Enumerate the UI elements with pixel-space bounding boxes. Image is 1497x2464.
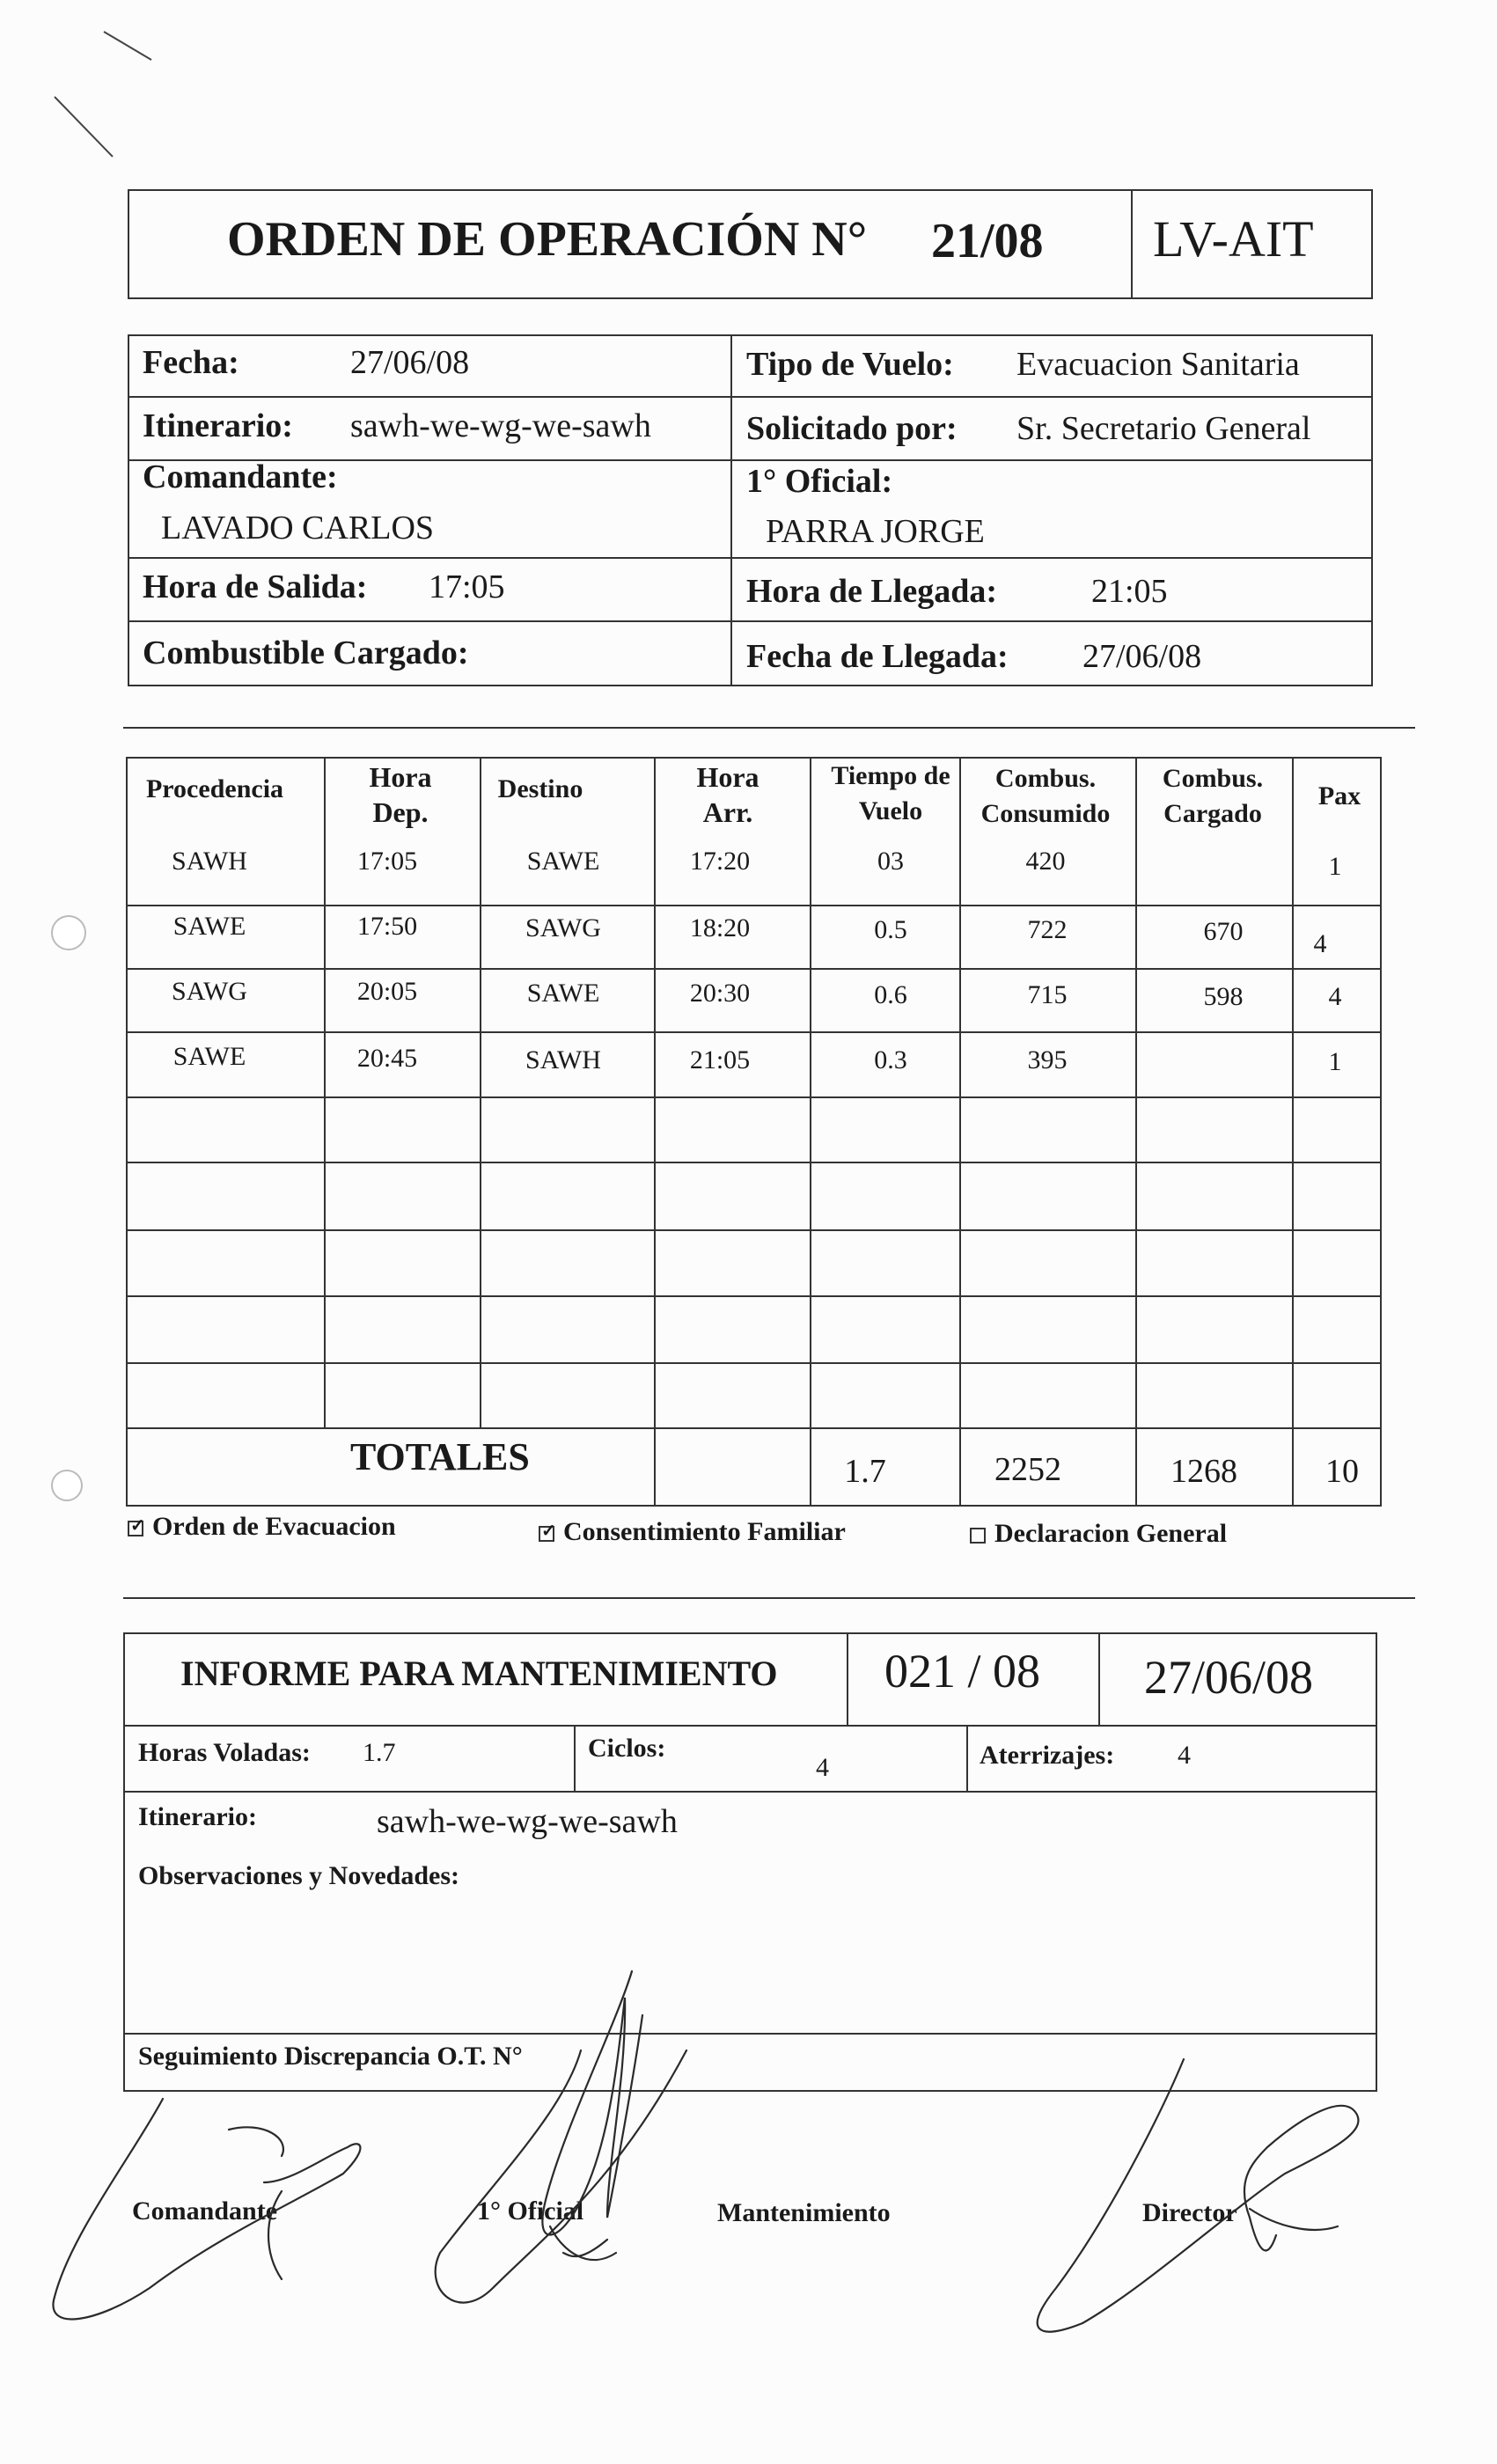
order-title: ORDEN DE OPERACIÓN N°: [227, 212, 868, 267]
combustible-cargado-label: Combustible Cargado:: [143, 634, 469, 671]
cell-destino: SAWE: [526, 847, 600, 876]
total-consumido: 2252: [994, 1451, 1061, 1488]
total-cargado: 1268: [1170, 1453, 1237, 1490]
cell-consumido: 420: [1025, 847, 1066, 876]
header-pax: Pax: [1317, 781, 1361, 810]
header-hora-arr-1: Hora: [696, 761, 760, 793]
horas-voladas-value: 1.7: [363, 1738, 396, 1767]
observaciones-label: Observaciones y Novedades:: [138, 1861, 459, 1890]
cell-procedencia: SAWE: [172, 1042, 246, 1071]
cell-hora-dep: 17:50: [356, 912, 418, 941]
cell-pax: 4: [1328, 982, 1342, 1011]
cell-consumido: 722: [1027, 915, 1068, 944]
cell-destino: SAWG: [525, 913, 601, 942]
signature-label-oficial: 1° Oficial: [477, 2196, 584, 2226]
checkmark-icon: ✓: [130, 1516, 145, 1536]
header-hora-arr-2: Arr.: [702, 796, 753, 828]
horas-voladas-label: Horas Voladas:: [138, 1738, 311, 1767]
total-tiempo: 1.7: [844, 1453, 886, 1490]
cell-hora-arr: 21:05: [689, 1045, 751, 1074]
maintenance-date: 27/06/08: [1144, 1651, 1314, 1704]
oficial-label: 1° Oficial:: [746, 463, 893, 500]
fecha-label: Fecha:: [143, 344, 239, 381]
signature-comandante: [53, 2099, 360, 2319]
maintenance-itinerario-label: Itinerario:: [138, 1802, 257, 1831]
cell-pax: 1: [1328, 852, 1342, 881]
cell-tiempo: 03: [877, 847, 904, 876]
aterrizajes-value: 4: [1178, 1741, 1191, 1770]
maintenance-number: 021 / 08: [884, 1645, 1041, 1698]
checkbox-orden-evacuacion[interactable]: ✓ Orden de Evacuacion: [128, 1512, 396, 1542]
cell-tiempo: 0.6: [874, 980, 907, 1009]
hora-salida-label: Hora de Salida:: [143, 568, 368, 605]
checkbox-consentimiento-familiar[interactable]: ✓ Consentimiento Familiar: [539, 1517, 846, 1547]
tipo-vuelo-value: Evacuacion Sanitaria: [1016, 346, 1300, 383]
signature-oficial: [436, 1971, 686, 2303]
cell-pax: 1: [1328, 1047, 1342, 1076]
header-hora-dep-2: Dep.: [372, 796, 429, 828]
cell-destino: SAWH: [525, 1045, 601, 1074]
cell-pax: 4: [1313, 929, 1327, 958]
header-tiempo-2: Vuelo: [858, 796, 923, 825]
signature-label-director: Director: [1142, 2198, 1237, 2227]
hora-llegada-label: Hora de Llegada:: [746, 573, 997, 610]
aterrizajes-label: Aterrizajes:: [980, 1741, 1115, 1770]
header-procedencia: Procedencia: [145, 774, 284, 803]
cell-destino: SAWE: [526, 979, 600, 1008]
header-consumido-2: Consumido: [980, 799, 1111, 828]
fecha-llegada-value: 27/06/08: [1082, 638, 1202, 675]
totals-label: TOTALES: [350, 1435, 530, 1478]
ciclos-value: 4: [816, 1753, 829, 1782]
itinerario-label: Itinerario:: [143, 407, 293, 444]
cell-cargado: 598: [1203, 982, 1244, 1011]
cell-hora-dep: 20:05: [356, 977, 418, 1006]
ciclos-label: Ciclos:: [588, 1734, 666, 1763]
total-pax: 10: [1325, 1453, 1359, 1490]
header-cargado-2: Cargado: [1163, 799, 1262, 828]
cell-tiempo: 0.3: [874, 1045, 907, 1074]
oficial-value: PARRA JORGE: [766, 513, 985, 550]
cell-procedencia: SAWE: [172, 912, 246, 941]
cell-procedencia: SAWG: [172, 977, 247, 1006]
header-consumido-1: Combus.: [994, 764, 1097, 793]
checkmark-icon: ✓: [541, 1522, 556, 1541]
cell-hora-dep: 17:05: [356, 847, 418, 876]
cell-hora-arr: 17:20: [689, 847, 751, 876]
cell-cargado: 670: [1203, 917, 1244, 946]
order-number: 21/08: [931, 214, 1044, 268]
seguimiento-label: Seguimiento Discrepancia O.T. N°: [138, 2042, 523, 2071]
checkbox-declaracion-general[interactable]: Declaracion General: [970, 1519, 1227, 1549]
hora-salida-value: 17:05: [429, 568, 505, 605]
solicitado-value: Sr. Secretario General: [1016, 410, 1311, 447]
header-cargado-1: Combus.: [1162, 764, 1264, 793]
aircraft-registration: LV-AIT: [1153, 210, 1314, 268]
cell-consumido: 715: [1027, 980, 1068, 1009]
signature-label-comandante: Comandante: [132, 2196, 278, 2226]
fecha-llegada-label: Fecha de Llegada:: [746, 638, 1009, 675]
maintenance-title: INFORME PARA MANTENIMIENTO: [180, 1654, 778, 1693]
cell-hora-arr: 18:20: [689, 913, 751, 942]
maintenance-itinerario-value: sawh-we-wg-we-sawh: [377, 1803, 678, 1840]
header-tiempo-1: Tiempo de: [831, 761, 950, 790]
cell-consumido: 395: [1027, 1045, 1068, 1074]
signature-label-mantenimiento: Mantenimiento: [717, 2198, 891, 2227]
tipo-vuelo-label: Tipo de Vuelo:: [746, 346, 954, 383]
cell-hora-arr: 20:30: [689, 979, 751, 1008]
signature-director: [1038, 2059, 1359, 2332]
header-destino: Destino: [497, 774, 583, 803]
itinerario-value: sawh-we-wg-we-sawh: [350, 407, 651, 444]
hora-llegada-value: 21:05: [1091, 573, 1168, 610]
solicitado-label: Solicitado por:: [746, 410, 958, 447]
cell-tiempo: 0.5: [874, 915, 907, 944]
cell-procedencia: SAWH: [172, 847, 247, 876]
header-hora-dep-1: Hora: [369, 761, 432, 793]
comandante-label: Comandante:: [143, 458, 338, 495]
cell-hora-dep: 20:45: [356, 1044, 418, 1073]
fecha-value: 27/06/08: [350, 344, 470, 381]
comandante-value: LAVADO CARLOS: [161, 510, 435, 546]
